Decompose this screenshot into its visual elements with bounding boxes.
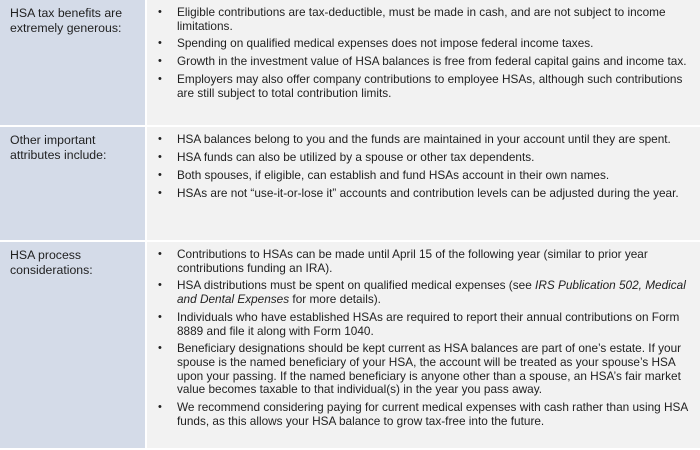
bullet-item: • Spending on qualified medical expenses does not impose federal income taxes. xyxy=(155,37,692,51)
row-label-tax-benefits: HSA tax benefits are extremely generous: xyxy=(0,0,147,127)
bullet-item: • Growth in the investment value of HSA balances is free from federal capital gains and income tax. xyxy=(155,55,692,69)
row-content-other-attributes xyxy=(147,127,700,242)
table-row-tax-benefits xyxy=(0,0,700,127)
publication-title: IRS Publication 502, Medical and Dental Expenses xyxy=(177,278,686,307)
bullet-list-process-considerations xyxy=(155,248,692,428)
bullet-item: • We recommend considering paying for current medical expenses with cash rather than using HSA funds, as this allows your HSA balance to grow tax-free into the future. xyxy=(155,401,692,428)
bullet-text: HSA distributions must be spent on qualified medical expenses (see xyxy=(177,278,536,293)
bullet-item: • Individuals who have established HSAs are required to report their annual contributions on Form 8889 and file it along with Form 1040. xyxy=(155,311,692,338)
bullet-item: • Both spouses, if eligible, can establish and fund HSAs account in their own names. xyxy=(155,169,692,183)
table-row-process-considerations xyxy=(0,242,700,450)
bullet-item: • Beneficiary designations should be kept current as HSA balances are part of one’s estate. If your spouse is the named beneficiary of your HSA, the account will be treated as your spouse’s HSA upon your passing. If the named beneficiary is anyone other than a spouse, an HSA’s fair market value becomes taxable to that individual(s) in the year you pass away. xyxy=(155,342,692,396)
bullet-item: • HSAs are not “use-it-or-lose it” accounts and contribution levels can be adjusted during the year. xyxy=(155,187,692,201)
row-label-other-attributes: Other important attributes include: xyxy=(0,127,147,242)
bullet-text: for more details). xyxy=(289,292,381,307)
table-row-other-attributes xyxy=(0,127,700,242)
bullet-item: • Eligible contributions are tax-deductible, must be made in cash, and are not subject to income limitations. xyxy=(155,6,692,33)
row-content-process-considerations xyxy=(147,242,700,450)
bullet-list-tax-benefits xyxy=(155,6,692,100)
bullet-list-other-attributes xyxy=(155,133,692,200)
bullet-item: • Employers may also offer company contributions to employee HSAs, although such contributions are still subject to total contribution limits. xyxy=(155,73,692,100)
row-content-tax-benefits xyxy=(147,0,700,127)
bullet-item: • HSA balances belong to you and the funds are maintained in your account until they are spent. xyxy=(155,133,692,147)
bullet-item xyxy=(155,279,692,306)
bullet-item: • Contributions to HSAs can be made until April 15 of the following year (similar to prior year contributions funding an IRA). xyxy=(155,248,692,275)
bullet-item: • HSA funds can also be utilized by a spouse or other tax dependents. xyxy=(155,151,692,165)
row-label-process-considerations: HSA process considerations: xyxy=(0,242,147,450)
